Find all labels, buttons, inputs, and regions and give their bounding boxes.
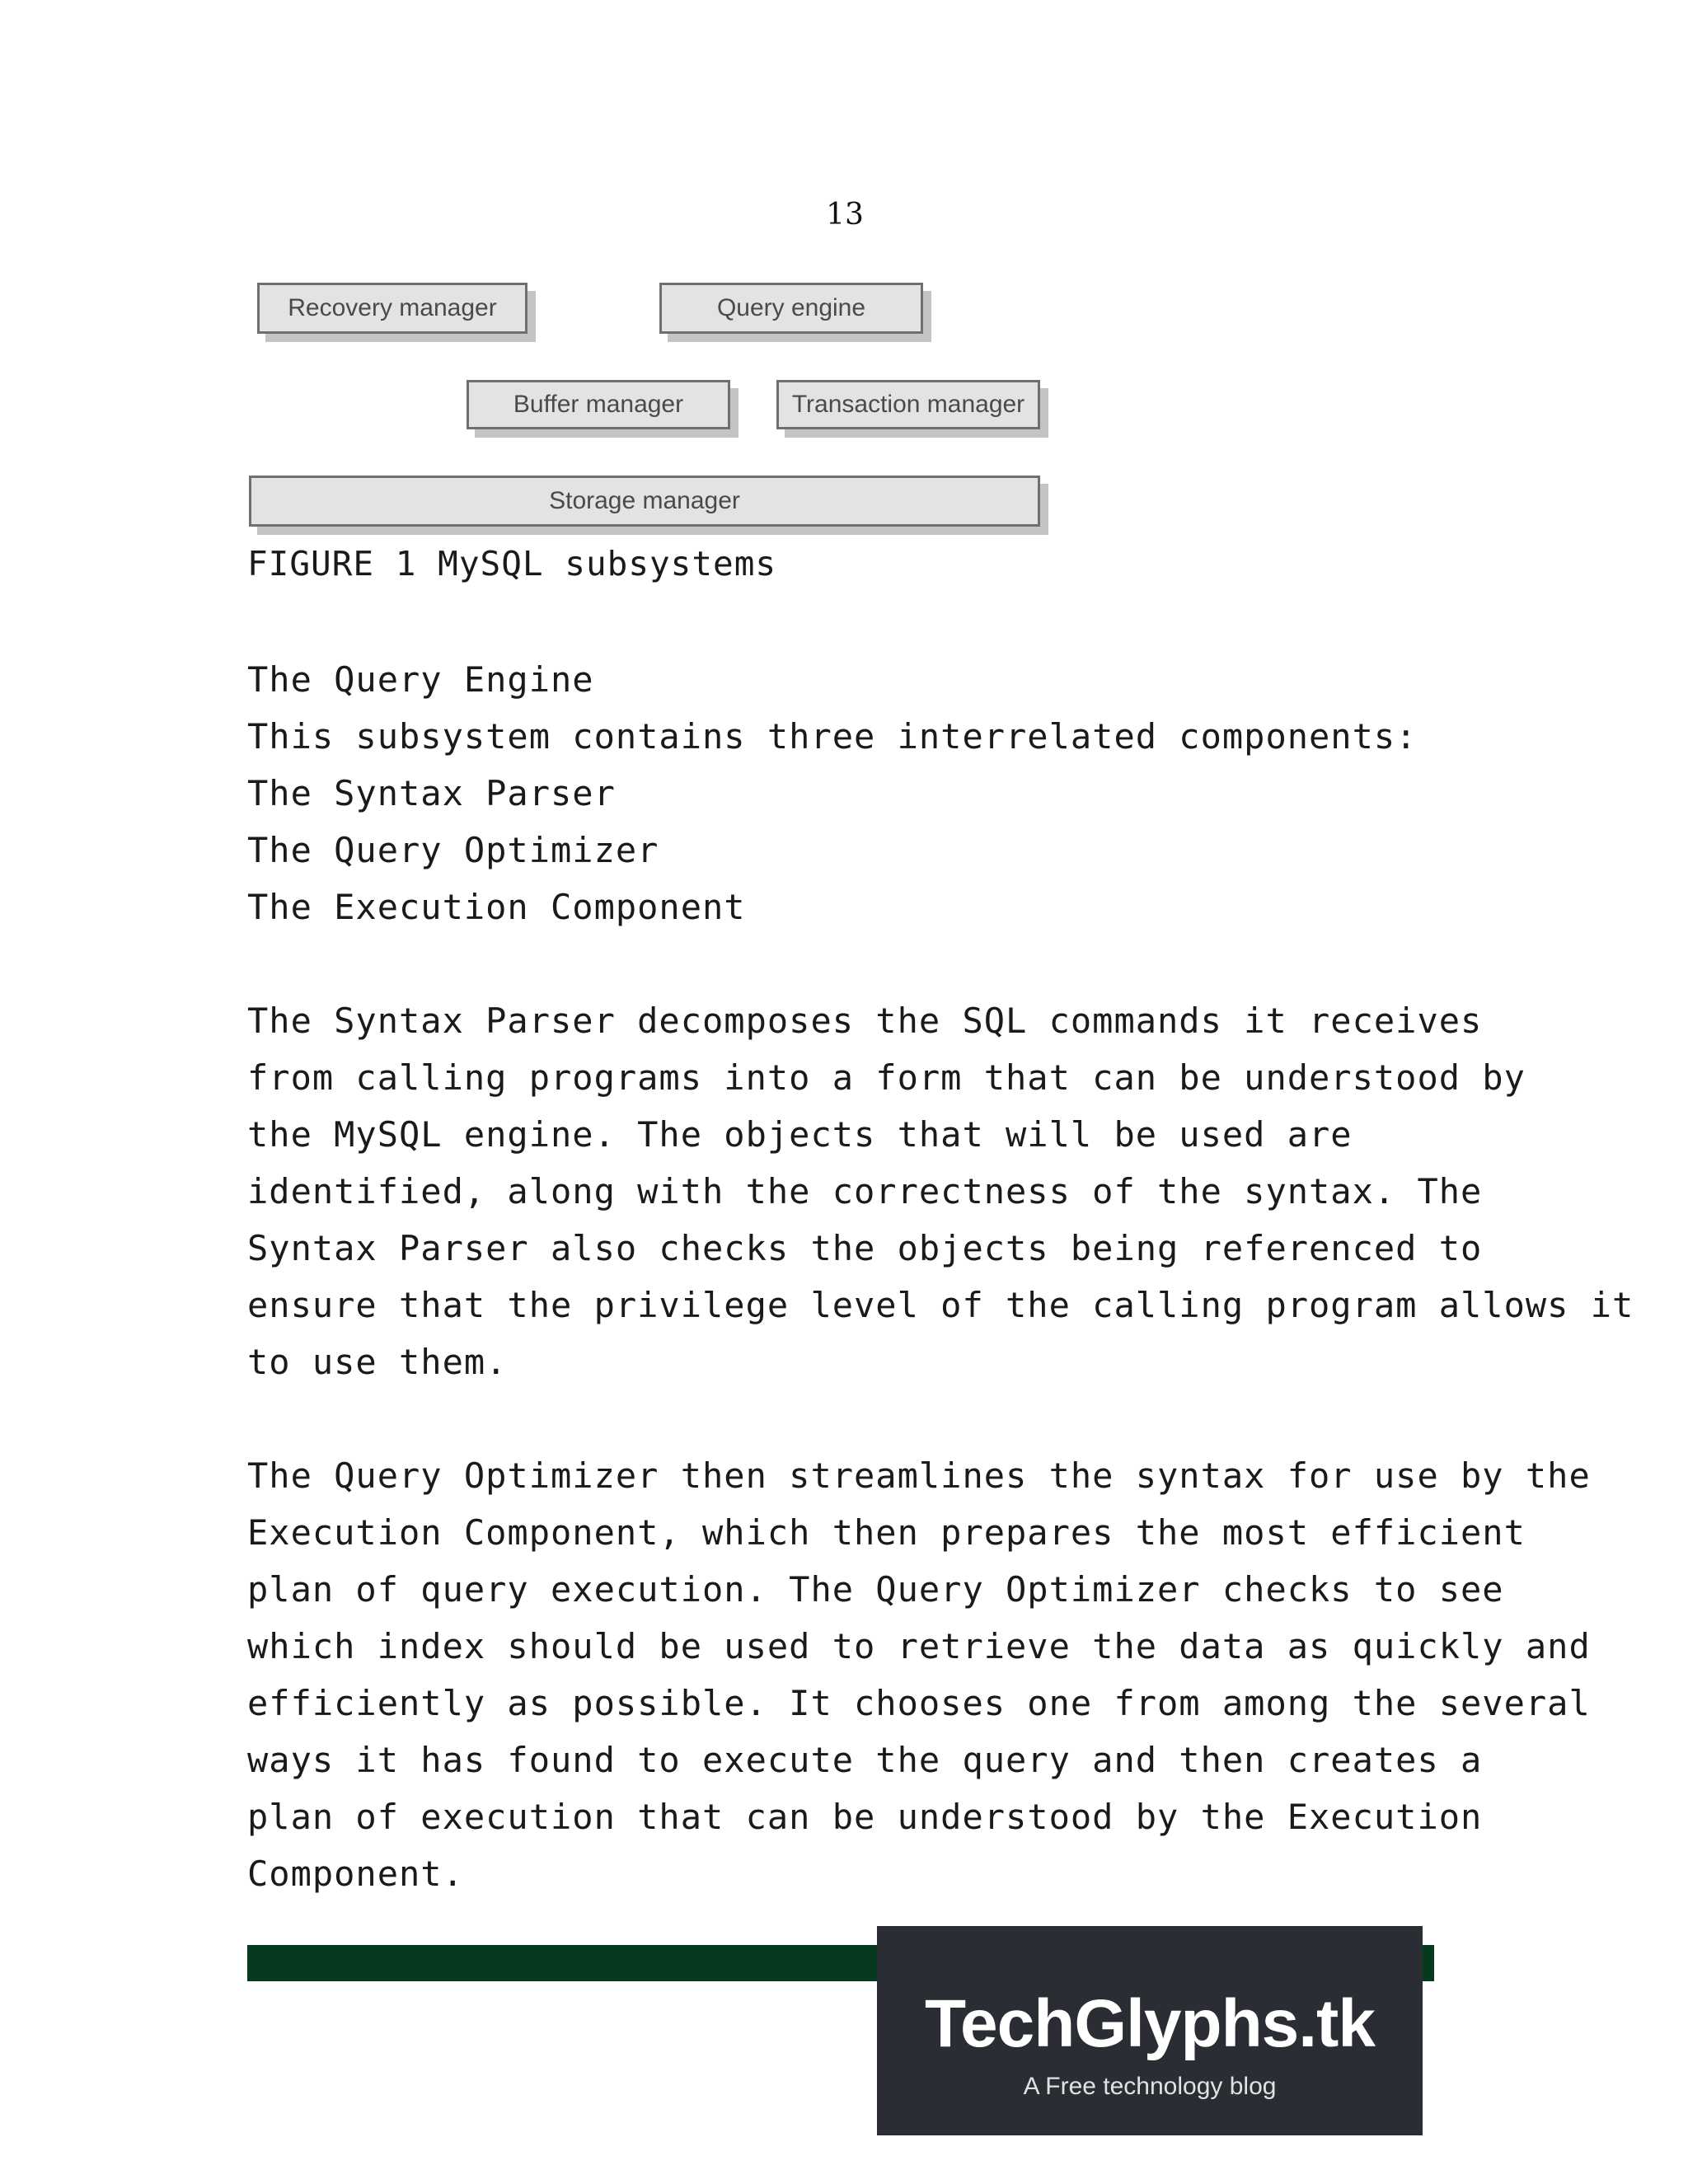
techglyphs-logo: [877, 1926, 1423, 2135]
query-engine-section: [247, 651, 1417, 935]
paragraph-line: The Query Optimizer then streamlines the syntax for use by the: [247, 1455, 1591, 1496]
transaction-manager-box: Transaction manager: [776, 380, 1040, 429]
query-engine-box: Query engine: [659, 283, 923, 334]
paragraph-line: from calling programs into a form that can be understood by: [247, 1057, 1526, 1098]
logo-title: TechGlyphs.tk: [925, 1986, 1375, 2061]
paragraph-line: to use them.: [247, 1342, 508, 1382]
paragraph-line: Component.: [247, 1854, 464, 1894]
section-heading: The Query Engine: [247, 659, 594, 700]
section-intro: This subsystem contains three interrelated components:: [247, 716, 1418, 757]
paragraph-line: which index should be used to retrieve the data as quickly and: [247, 1626, 1591, 1666]
component-item: The Syntax Parser: [247, 773, 616, 813]
paragraph-line: the MySQL engine. The objects that will be used are: [247, 1114, 1353, 1155]
paragraph-line: Execution Component, which then prepares the most efficient: [247, 1512, 1526, 1553]
paragraph-line: plan of execution that can be understood by the Execution: [247, 1797, 1483, 1837]
component-item: The Execution Component: [247, 887, 746, 927]
page-number: 13: [826, 198, 864, 232]
figure-caption: FIGURE 1 MySQL subsystems: [247, 544, 777, 583]
paragraph-line: Syntax Parser also checks the objects being referenced to: [247, 1228, 1483, 1268]
component-item: The Query Optimizer: [247, 830, 659, 870]
paragraph-line: plan of query execution. The Query Optimizer checks to see: [247, 1569, 1504, 1610]
syntax-parser-paragraph: [247, 992, 1634, 1390]
buffer-manager-box: Buffer manager: [467, 380, 730, 429]
paragraph-line: ensure that the privilege level of the calling program allows it: [247, 1285, 1634, 1325]
logo-subtitle: A Free technology blog: [1023, 2073, 1277, 2100]
paragraph-line: identified, along with the correctness of the syntax. The: [247, 1171, 1483, 1212]
storage-manager-box: Storage manager: [249, 476, 1040, 527]
paragraph-line: ways it has found to execute the query and then creates a: [247, 1740, 1483, 1780]
paragraph-line: efficiently as possible. It chooses one from among the several: [247, 1683, 1591, 1723]
query-optimizer-paragraph: [247, 1447, 1591, 1902]
paragraph-line: The Syntax Parser decomposes the SQL commands it receives: [247, 1001, 1483, 1041]
recovery-manager-box: Recovery manager: [257, 283, 528, 334]
